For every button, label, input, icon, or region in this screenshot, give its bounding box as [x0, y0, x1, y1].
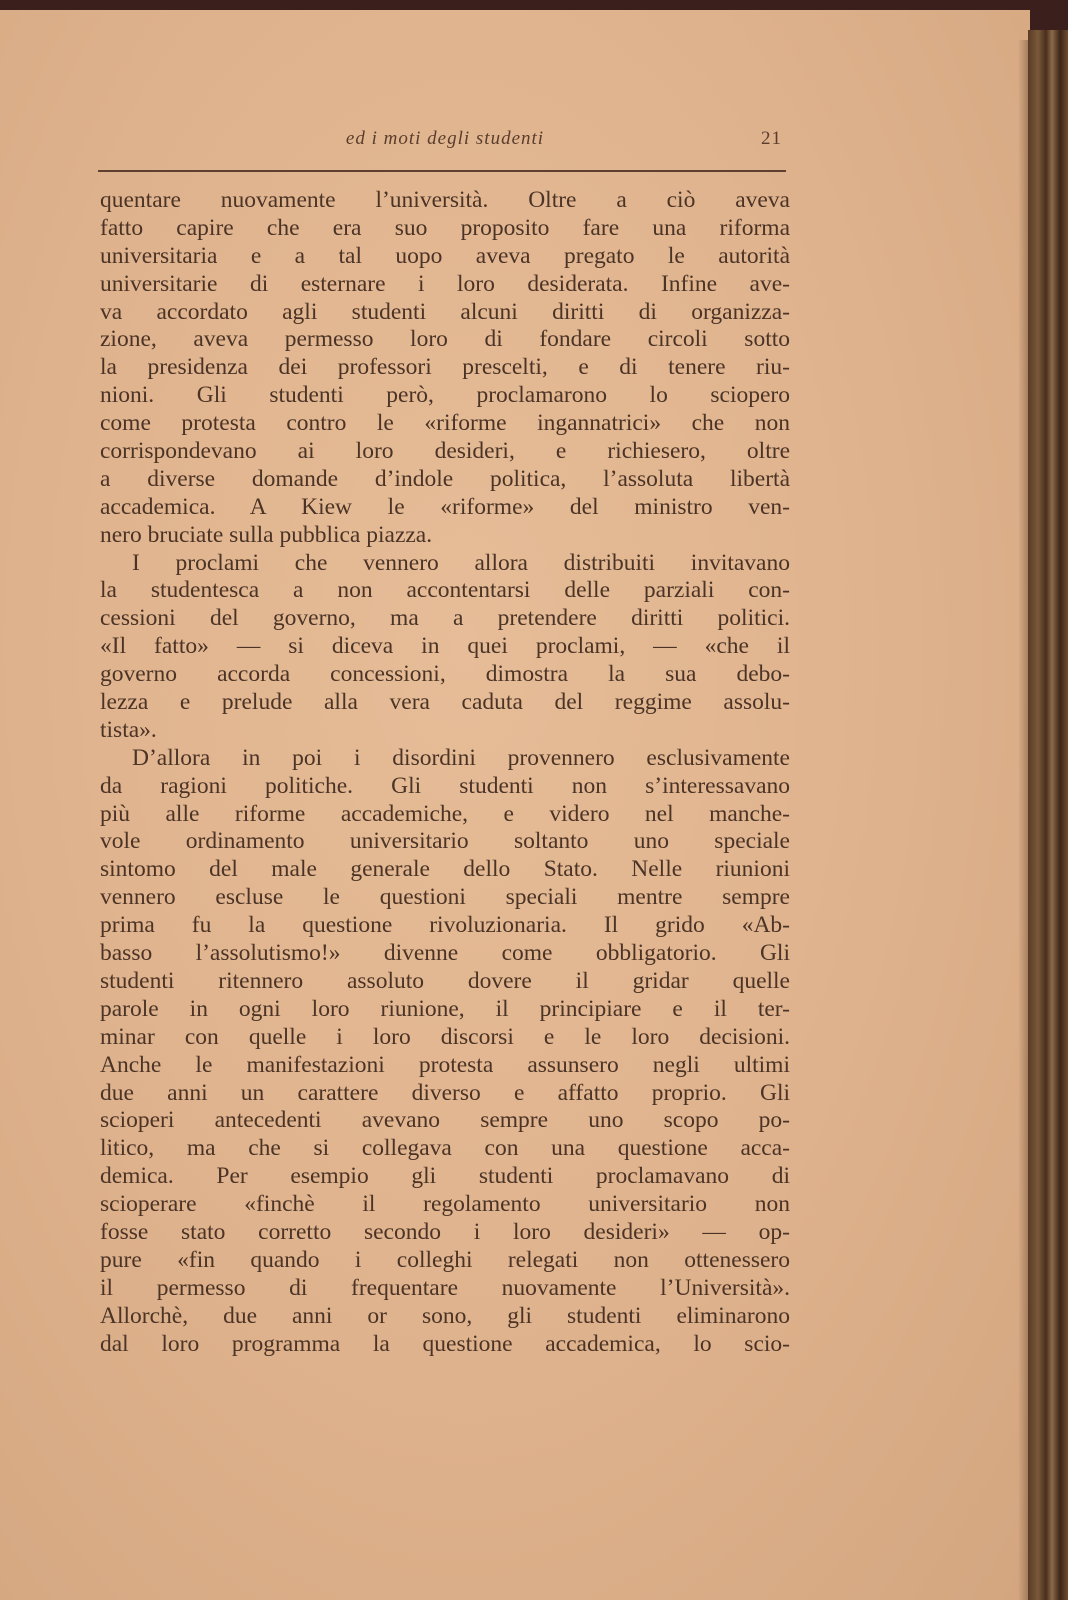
text-line: universitarie di esternare i loro desiderata. Infine ave-	[100, 270, 790, 297]
text-line: fosse stato corretto secondo i loro desideri» — op-	[100, 1218, 790, 1245]
text-line: zione, aveva permesso loro di fondare circoli sotto	[100, 326, 790, 353]
text-line: vole ordinamento universitario soltanto uno speciale	[100, 828, 790, 855]
text-line: I proclami che vennero allora distribuiti invitavano	[132, 549, 790, 576]
text-line: D’allora in poi i disordini provennero esclusivamente	[132, 744, 790, 771]
text-line: la presidenza dei professori prescelti, e di tenere riu-	[100, 354, 790, 381]
running-title: ed i moti degli studenti	[345, 128, 545, 149]
text-line: pure «fin quando i colleghi relegati non ottenessero	[100, 1246, 790, 1273]
text-line: parole in ogni loro riunione, il principiare e il ter-	[100, 995, 790, 1022]
text-line: va accordato agli studenti alcuni diritti di organizza-	[100, 298, 790, 325]
text-line: da ragioni politiche. Gli studenti non s’interessavano	[100, 772, 790, 799]
text-line: fatto capire che era suo proposito fare una riforma	[100, 214, 790, 241]
text-line: basso l’assolutismo!» divenne come obbligatorio. Gli	[100, 940, 790, 967]
body-text	[100, 187, 790, 1358]
text-line: minar con quelle i loro discorsi e le loro decisioni.	[100, 1023, 790, 1050]
text-line: sintomo del male generale dello Stato. Nelle riunioni	[100, 856, 790, 883]
text-line: governo accorda concessioni, dimostra la sua debo-	[100, 661, 790, 688]
text-line: a diverse domande d’indole politica, l’assoluta libertà	[100, 465, 790, 492]
text-line: Allorchè, due anni or sono, gli studenti eliminarono	[100, 1302, 790, 1329]
text-line: più alle riforme accademiche, e videro nel manche-	[100, 800, 790, 827]
page-number: 21	[761, 128, 782, 149]
text-line: lezza e prelude alla vera caduta del reggime assolu-	[100, 689, 790, 716]
text-line: come protesta contro le «riforme ingannatrici» che non	[100, 410, 790, 437]
text-line: nero bruciate sulla pubblica piazza.	[100, 521, 433, 548]
text-line: universitaria e a tal uopo aveva pregato le autorità	[100, 242, 790, 269]
text-line: «Il fatto» — si diceva in quei proclami, — «che il	[100, 633, 790, 660]
text-line: scioperi antecedenti avevano sempre uno scopo po-	[100, 1107, 790, 1134]
text-line: demica. Per esempio gli studenti proclamavano di	[100, 1163, 790, 1190]
text-line: scioperare «finchè il regolamento universitario non	[100, 1191, 790, 1218]
text-line: corrispondevano ai loro desideri, e richiesero, oltre	[100, 438, 790, 465]
text-line: la studentesca a non accontentarsi delle parziali con-	[100, 577, 790, 604]
text-line: studenti ritennero assoluto dovere il gridar quelle	[100, 967, 790, 994]
text-line: litico, ma che si collegava con una questione acca-	[100, 1135, 790, 1162]
text-line: due anni un carattere diverso e affatto proprio. Gli	[100, 1079, 790, 1106]
running-head	[100, 128, 790, 158]
book-spine	[1028, 30, 1068, 1600]
text-line: accademica. A Kiew le «riforme» del ministro ven-	[100, 493, 790, 520]
text-line: prima fu la questione rivoluzionaria. Il grido «Ab-	[100, 912, 790, 939]
text-line: quentare nuovamente l’università. Oltre a ciò aveva	[100, 187, 790, 213]
text-line: il permesso di frequentare nuovamente l’Università».	[100, 1274, 790, 1301]
text-line: tista».	[100, 716, 157, 743]
text-line: nioni. Gli studenti però, proclamarono lo sciopero	[100, 382, 790, 409]
text-line: cessioni del governo, ma a pretendere diritti politici.	[100, 605, 790, 632]
text-line: dal loro programma la questione accademica, lo scio-	[100, 1330, 790, 1357]
text-line: vennero escluse le questioni speciali mentre sempre	[100, 884, 790, 911]
header-rule	[98, 170, 786, 172]
text-line: Anche le manifestazioni protesta assunsero negli ultimi	[100, 1051, 790, 1078]
